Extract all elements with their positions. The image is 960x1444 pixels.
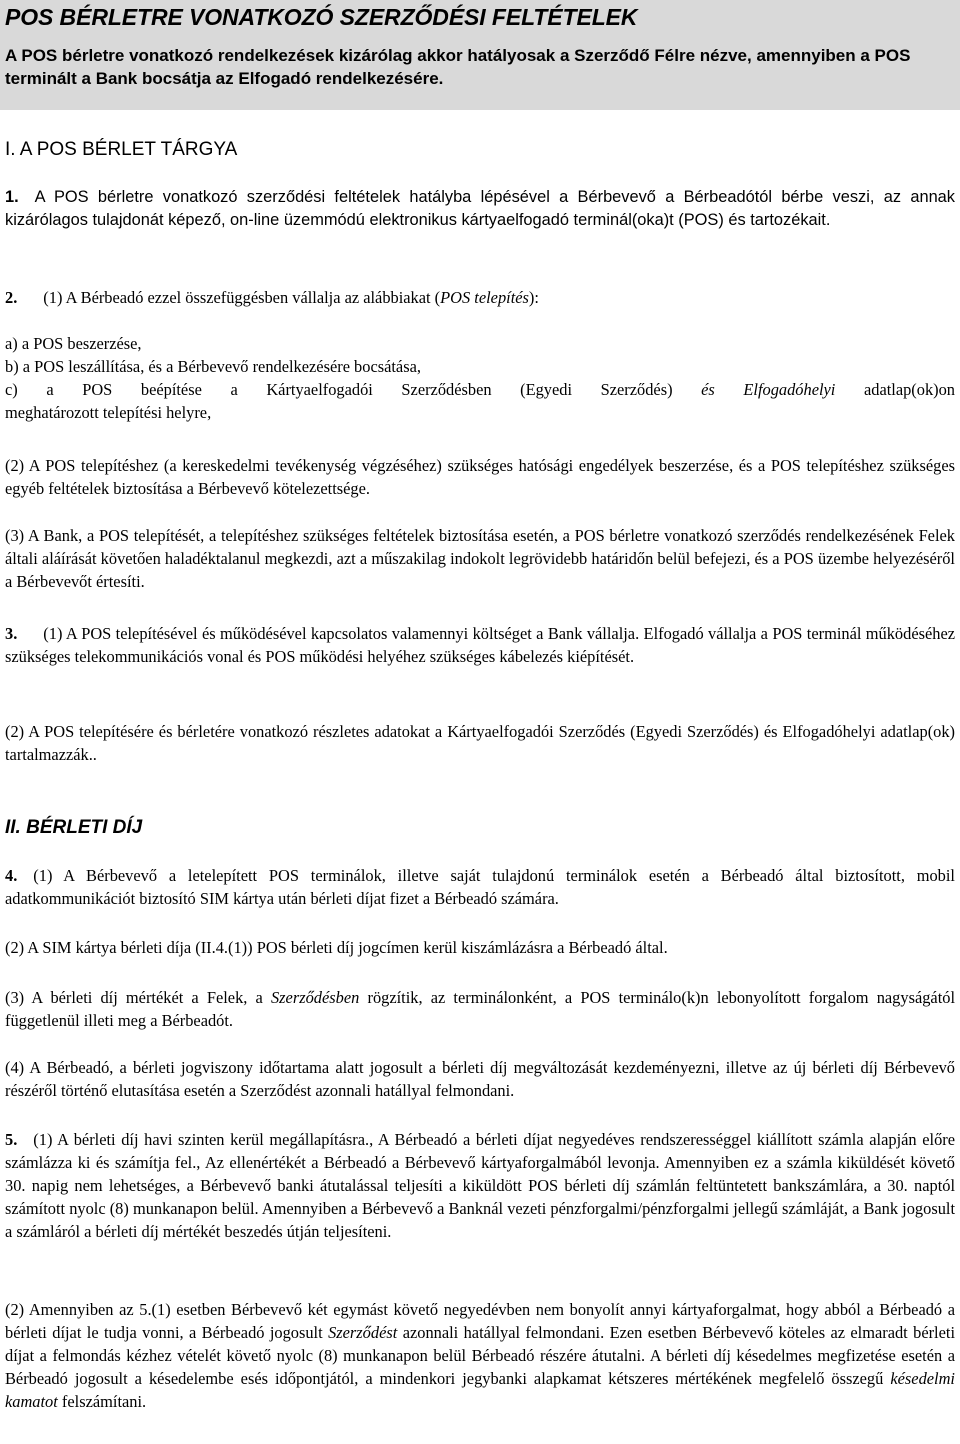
clause-3 [5, 622, 955, 668]
list-item-c-lead: c) a POS beépítése a Kártyaelfogadói Szerződésben (Egyedi Szerződés) [5, 380, 673, 399]
clause-4-3-tail: rögzítik, az terminálonként, a POS terminálo(k)n lebonyolított forgalom nagyságától függetlenül illeti meg a Bérbeadót. [5, 988, 955, 1030]
clause-4-1-text [5, 864, 955, 910]
list-item-c-emphasis: és Elfogadóhelyi [701, 380, 836, 399]
clause-4-3-emphasis: Szerződésben [270, 988, 360, 1007]
clause-1 [5, 186, 955, 232]
list-item-b: b) a POS leszállítása, és a Bérbevevő rendelkezésére bocsátása, [5, 357, 421, 376]
clause-3-1-text [5, 622, 955, 668]
clause-4-4-text: (4) A Bérbeadó, a bérleti jogviszony időtartama alatt jogosult a bérleti díj megváltozását kezdeményezni, illetve az új bérleti díj Bérbevevő részéről történő elutasítása esetén a Szerződést azonnali hatállyal felmondani. [5, 1058, 955, 1100]
clause-5-2-text [5, 1298, 955, 1413]
clause-4-number: 4. [5, 866, 18, 885]
clause-5 [5, 1128, 955, 1243]
clause-2-1-tail: ): [528, 288, 539, 307]
clause-5-2 [5, 1298, 955, 1413]
clause-2-2-text: (2) A POS telepítéshez (a kereskedelmi tevékenység végzéséhez) szükséges hatósági engedélyek beszerzése, és a POS telepítéshez szükséges egyéb feltételek biztosítása a Bérbevevő kötelezettsége. [5, 456, 955, 498]
clause-2-1-lead: (1) A Bérbeadó ezzel összefüggésben vállalja az alábbiakat ( [43, 288, 441, 307]
clause-5-2-emphasis-2: késedelmi kamatot [5, 1369, 955, 1411]
intro-paragraph: A POS bérletre vonatkozó rendelkezések kizárólag akkor hatályosak a Szerződő Félre nézve, amennyiben a POS terminált a Bank bocsátja az Elfogadó rendelkezésére. [5, 46, 911, 88]
clause-2-2 [5, 454, 955, 500]
clause-4-3 [5, 986, 955, 1032]
title-band [0, 0, 960, 110]
clause-3-2 [5, 720, 955, 766]
clause-3-2-text: (2) A POS telepítésére és bérletére vonatkozó részletes adatokat a Kártyaelfogadói Szerződés (Egyedi Szerződés) és Elfogadóhelyi adatlap(ok) tartalmazzák.. [5, 722, 955, 764]
clause-5-1-body: (1) A bérleti díj havi szinten kerül megállapításra., A Bérbeadó a bérleti díjat negyedéves rendszerességgel kiállított számla alapján előre számlázza ki és számítja fel., Az ellenértékét a Bérbeadó a Bérbevevő kártyaforgalmából levonja. Amennyiben ez a számla kiküldését követő 30. napig nem lehetséges, a Bérbevevő banki átutalással teljesíti a kiküldött POS bérleti díj számlán feltüntetett bankszámlára, a 30. naptól számított nyolc (8) munkanapon belül. Amennyiben a Bérbevevő a Banknál vezeti pénzforgalmi/pénzforgalmi jellegű számláját, a Bank jogosult a számláról a bérleti díj mértékét beszedés útján teljesíteni. [5, 1130, 955, 1241]
clause-5-2-middle: azonnali hatállyal felmondani. Ezen esetben Bérbevevő köteles az elmaradt bérleti díjat a felmondás kézhez vételét követő nyolc (8) munkanapon belül Bérbeadó részére átutalni. A bérleti díj késedelmes megfizetése esetén a Bérbeadó jogosult a késedelembe esés időpontjától, a mindenkori jegybanki alapkamat kétszeres mértékének megfelelő összegű [5, 1323, 955, 1388]
clause-1-number: 1. [5, 188, 19, 206]
clause-4-4 [5, 1056, 955, 1102]
clause-5-2-lead: (2) Amennyiben az 5.(1) esetben Bérbevevő két egymást követő negyedévben nem bonyolít annyi kártyaforgalmat, hogy abból a Bérbeadó a bérleti díjat le tudja vonni, a Bérbeadó jogosult [5, 1300, 955, 1342]
clause-4 [5, 864, 955, 910]
list-item-a: a) a POS beszerzése, [5, 334, 142, 353]
list-item-c [5, 378, 955, 401]
section-1-heading: I. A POS BÉRLET TÁRGYA [5, 139, 238, 160]
clause-1-body: A POS bérletre vonatkozó szerződési feltételek hatályba lépésével a Bérbevevő a Bérbeadótól bérbe veszi, az annak kizárólagos tulajdonát képező, on-line üzemmódú elektronikus kártyaelfogadó terminál(oka)t (POS) és tartozékait. [5, 188, 955, 229]
clause-3-number: 3. [5, 624, 18, 643]
clause-2-list [5, 332, 955, 424]
section-1-heading-block [5, 138, 955, 162]
clause-2-number: 2. [5, 288, 18, 307]
clause-4-2 [5, 936, 955, 959]
clause-4-2-text: (2) A SIM kártya bérleti díja (II.4.(1)) POS bérleti díj jogcímen kerül kiszámlázásra a Bérbeadó által. [5, 938, 668, 957]
clause-5-1-text [5, 1128, 955, 1243]
document-title: POS BÉRLETRE VONATKOZÓ SZERZŐDÉSI FELTÉTELEK [5, 4, 638, 30]
clause-2-1-text [5, 286, 955, 309]
clause-5-number: 5. [5, 1130, 18, 1149]
list-item-c-tail: adatlap(ok)on [863, 380, 955, 399]
section-2-heading-block [5, 816, 955, 840]
clause-2-3-text: (3) A Bank, a POS telepítését, a telepítéshez szükséges feltételek biztosítása esetén, a POS bérletre vonatkozó szerződés rendelkezésének Felek általi aláírását követően haladéktalanul megkezdi, azt a műszakilag indokolt legrövidebb határidőn belül befejezi, és a POS üzembe helyezéséről a Bérbevevőt értesíti. [5, 526, 955, 591]
clause-4-3-lead: (3) A bérleti díj mértékét a Felek, a [5, 988, 263, 1007]
clause-3-1-body: (1) A POS telepítésével és működésével kapcsolatos valamennyi költséget a Bank vállalja. Elfogadó vállalja a POS terminál működéséhez szükséges telekommunikációs vonal és POS működési helyéhez szükséges kábelezés kiépítését. [5, 624, 955, 666]
clause-2-1-emphasis: POS telepítés [440, 288, 529, 307]
list-item-c-continuation: meghatározott telepítési helyre, [5, 403, 212, 422]
clause-4-3-text [5, 986, 955, 1032]
clause-5-2-emphasis-1: Szerződést [328, 1323, 398, 1342]
clause-2-3 [5, 524, 955, 593]
clause-2 [5, 286, 955, 309]
section-2-heading: II. BÉRLETI DÍJ [5, 817, 143, 838]
clause-4-1-body: (1) A Bérbevevő a letelepített POS terminálok, illetve saját tulajdonú terminálok esetén a Bérbeadó által biztosított, mobil adatkommunikációt biztosító SIM kártya után bérleti díjat fizet a Bérbeadó számára. [5, 866, 955, 908]
clause-5-2-tail: felszámítani. [61, 1392, 147, 1411]
clause-1-text [5, 186, 955, 232]
